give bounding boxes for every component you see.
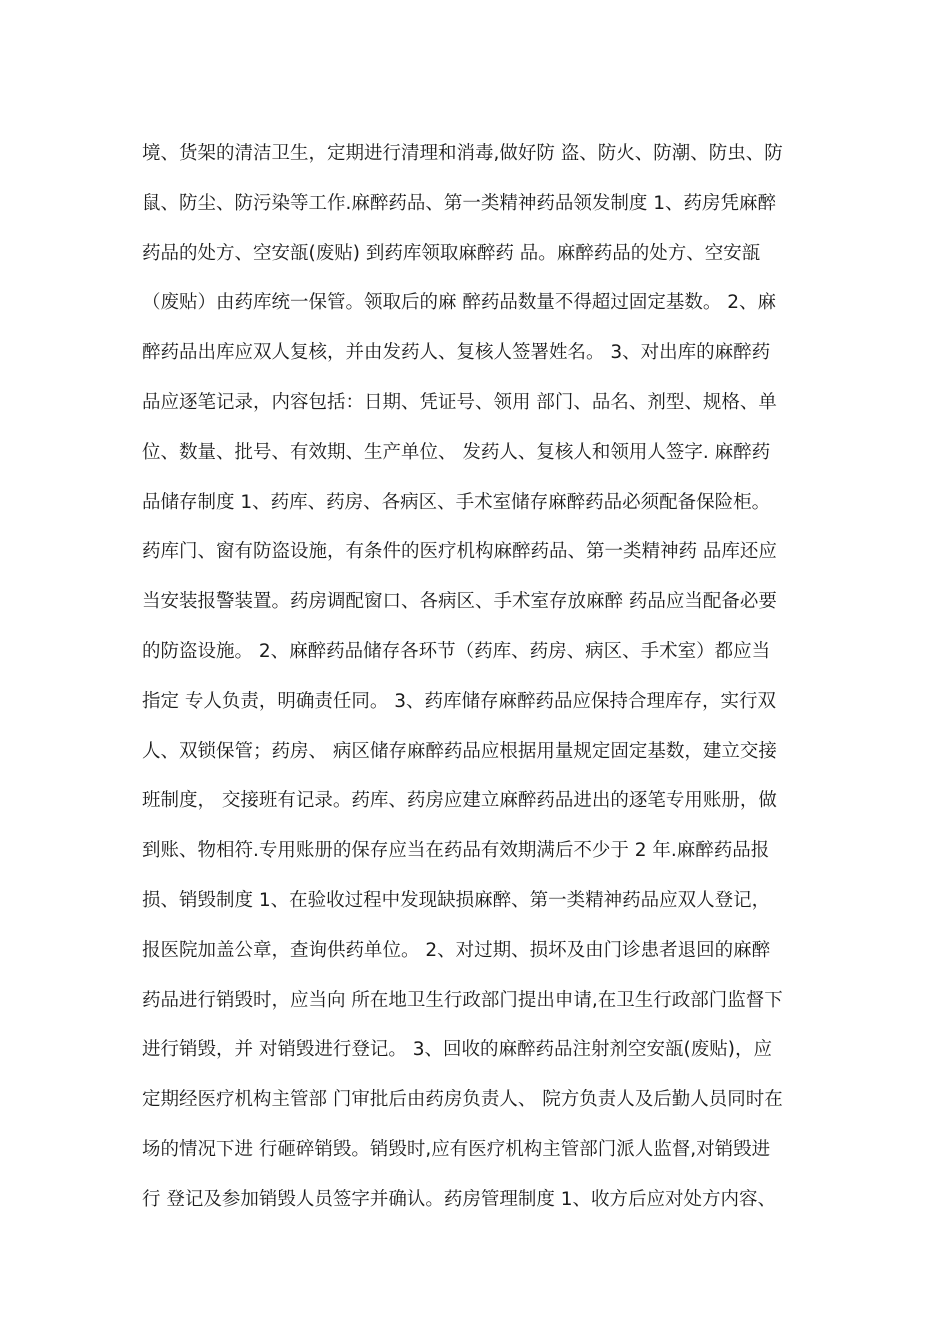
text-line: 品应逐笔记录，内容包括：日期、凭证号、领用 部门、品名、剂型、规格、单 [142,391,777,413]
text-line: 行 登记及参加销毁人员签字并确认。药房管理制度 1、收方后应对处方内容、 [142,1188,777,1210]
text-line: 当安装报警装置。药房调配窗口、各病区、手术室存放麻醉 药品应当配备必要 [142,591,777,613]
text-line: 人、双锁保管；药房、 病区储存麻醉药品应根据用量规定固定基数，建立交接 [142,740,777,762]
text-line: 到账、物相符.专用账册的保存应当在药品有效期满后不少于 2 年.麻醉药品报 [142,840,770,862]
body-text [142,129,812,1225]
text-line: 药品的处方、空安瓿(废贴) 到药库领取麻醉药 品。麻醉药品的处方、空安瓿 [142,242,761,264]
text-line: 醉药品出库应双人复核，并由发药人、复核人签署姓名。 3、对出库的麻醉药 [142,342,771,364]
text-line: （废贴）由药库统一保管。领取后的麻 醉药品数量不得超过固定基数。 2、麻 [142,292,777,314]
text-line: 进行销毁，并 对销毁进行登记。 3、回收的麻醉药品注射剂空安瓿(废贴)，应 [142,1039,772,1061]
text-line: 药库门、窗有防盗设施，有条件的医疗机构麻醉药品、第一类精神药 品库还应 [142,541,777,563]
text-line: 班制度， 交接班有记录。药库、药房应建立麻醉药品进出的逐笔专用账册，做 [142,790,777,812]
text-line: 报医院加盖公章，查询供药单位。 2、对过期、损坏及由门诊患者退回的麻醉 [142,939,771,961]
text-line: 损、销毁制度 1、在验收过程中发现缺损麻醉、第一类精神药品应双人登记， [142,889,771,911]
text-line: 的防盗设施。 2、麻醉药品储存各环节（药库、药房、病区、手术室）都应当 [142,640,771,662]
text-line: 药品进行销毁时，应当向 所在地卫生行政部门提出申请,在卫生行政部门监督下 [142,989,783,1011]
text-line: 场的情况下进 行砸碎销毁。销毁时,应有医疗机构主管部门派人监督,对销毁进 [142,1138,771,1160]
text-line: 鼠、防尘、防污染等工作.麻醉药品、第一类精神药品领发制度 1、药房凭麻醉 [142,192,777,214]
text-line: 境、货架的清洁卫生，定期进行清理和消毒,做好防 盗、防火、防潮、防虫、防 [142,143,783,164]
text-line: 品储存制度 1、药库、药房、各病区、手术室储存麻醉药品必须配备保险柜。 [142,491,771,513]
text-line: 定期经医疗机构主管部 门审批后由药房负责人、 院方负责人及后勤人员同时在 [142,1089,783,1111]
text-line: 指定 专人负责，明确责任同。 3、药库储存麻醉药品应保持合理库存，实行双 [142,690,777,712]
text-line: 位、数量、批号、有效期、生产单位、 发药人、复核人和领用人签字. 麻醉药 [142,441,771,463]
